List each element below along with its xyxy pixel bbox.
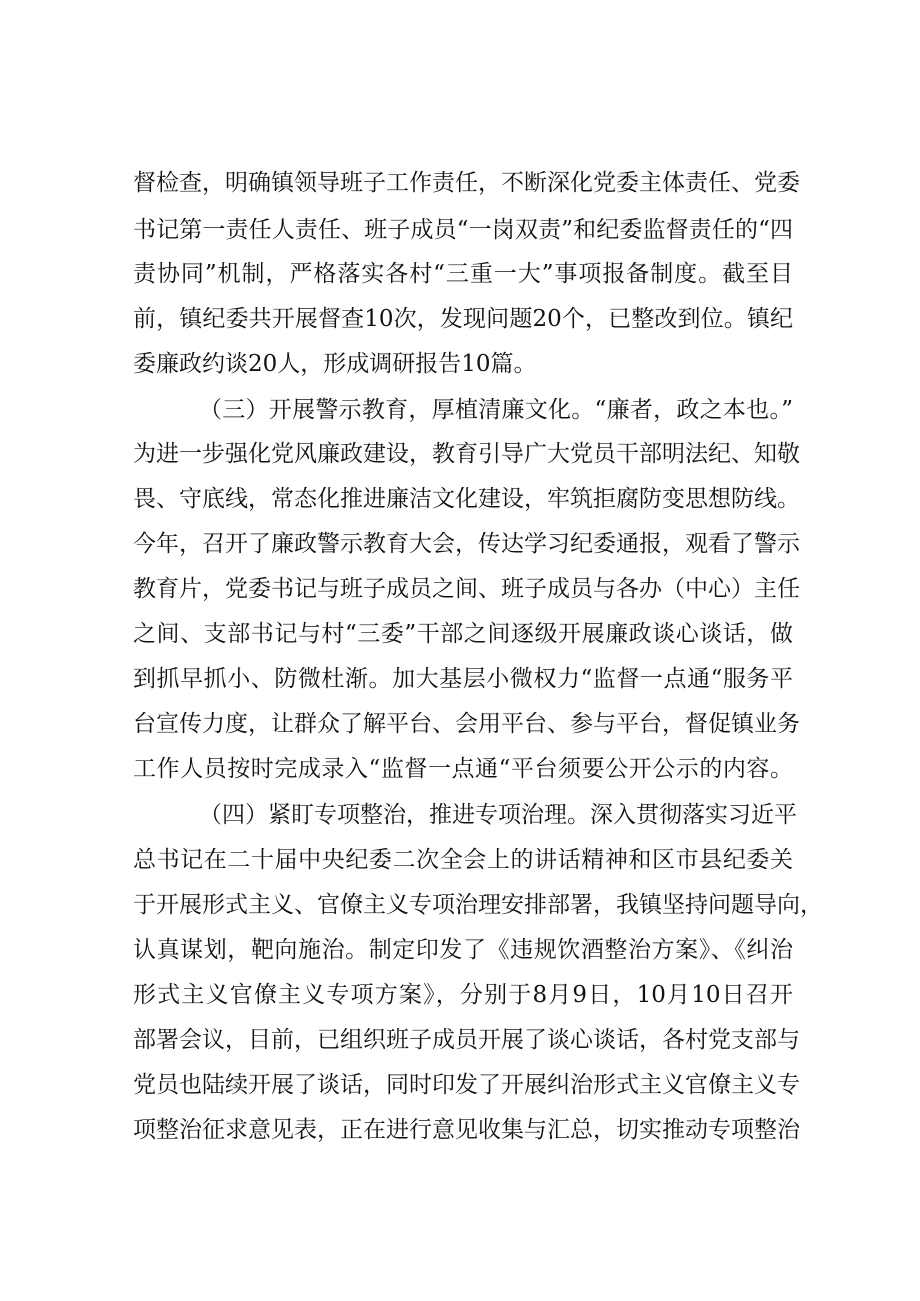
paragraph-3-line-4: 认真谋划，靶向施治。制定印发了《违规饮酒整治方案》、《纠治 [133, 937, 793, 963]
paragraph-3-line-5: 形式主义官僚主义专项方案》，分别于8月9日，10月10日召开 [133, 982, 793, 1008]
paragraph-3-line-8: 项整治征求意见表，正在进行意见收集与汇总，切实推动专项整治 [133, 1117, 800, 1143]
paragraph-3-line-2: 总书记在二十届中央纪委二次全会上的讲话精神和区市县纪委关 [133, 847, 793, 873]
paragraph-3-line-7: 党员也陆续开展了谈话，同时印发了开展纠治形式主义官僚主义专 [133, 1072, 800, 1098]
paragraph-2-line-2: 为进一步强化党风廉政建设，教育引导广大党员干部明法纪、知敬 [133, 441, 800, 467]
paragraph-1-line-3: 责协同”机制，严格落实各村“三重一大”事项报备制度。截至目 [133, 261, 793, 287]
paragraph-1-line-2: 书记第一责任人责任、班子成员“一岗双责”和纪委监督责任的“四 [133, 217, 793, 243]
paragraph-1-line-5: 委廉政约谈20人，形成调研报告10篇。 [133, 351, 537, 377]
paragraph-2-line-5: 教育片，党委书记与班子成员之间、班子成员与各办（中心）主任 [133, 576, 800, 602]
paragraph-3-line-1: （四）紧盯专项整治，推进专项治理。深入贯彻落实习近平 [199, 802, 797, 828]
paragraph-3-line-6: 部署会议，目前，已组织班子成员开展了谈心谈话，各村党支部与 [133, 1027, 800, 1053]
paragraph-2-line-4: 今年，召开了廉政警示教育大会，传达学习纪委通报，观看了警示 [133, 531, 800, 557]
paragraph-2-line-7: 到抓早抓小、防微杜渐。加大基层小微权力“监督一点通“服务平 [133, 666, 793, 692]
paragraph-2-line-8: 台宣传力度，让群众了解平台、会用平台、参与平台，督促镇业务 [133, 711, 800, 737]
paragraph-2-line-3: 畏、守底线，常态化推进廉洁文化建设，牢筑拒腐防变思想防线。 [133, 486, 800, 512]
paragraph-2-line-1: （三）开展警示教育，厚植清廉文化。“廉者，政之本也。” [199, 397, 793, 423]
paragraph-1-line-4: 前，镇纪委共开展督查10次，发现问题20个，已整改到位。镇纪 [133, 306, 793, 332]
paragraph-1-line-1: 督检查，明确镇领导班子工作责任，不断深化党委主体责任、党委 [133, 170, 800, 196]
paragraph-2-line-6: 之间、支部书记与村“三委”干部之间逐级开展廉政谈心谈话，做 [133, 621, 793, 647]
paragraph-3-line-3: 于开展形式主义、官僚主义专项治理安排部署，我镇坚持问题导向， [133, 892, 823, 918]
paragraph-2-line-9: 工作人员按时完成录入“监督一点通“平台须要公开公示的内容。 [133, 756, 793, 782]
